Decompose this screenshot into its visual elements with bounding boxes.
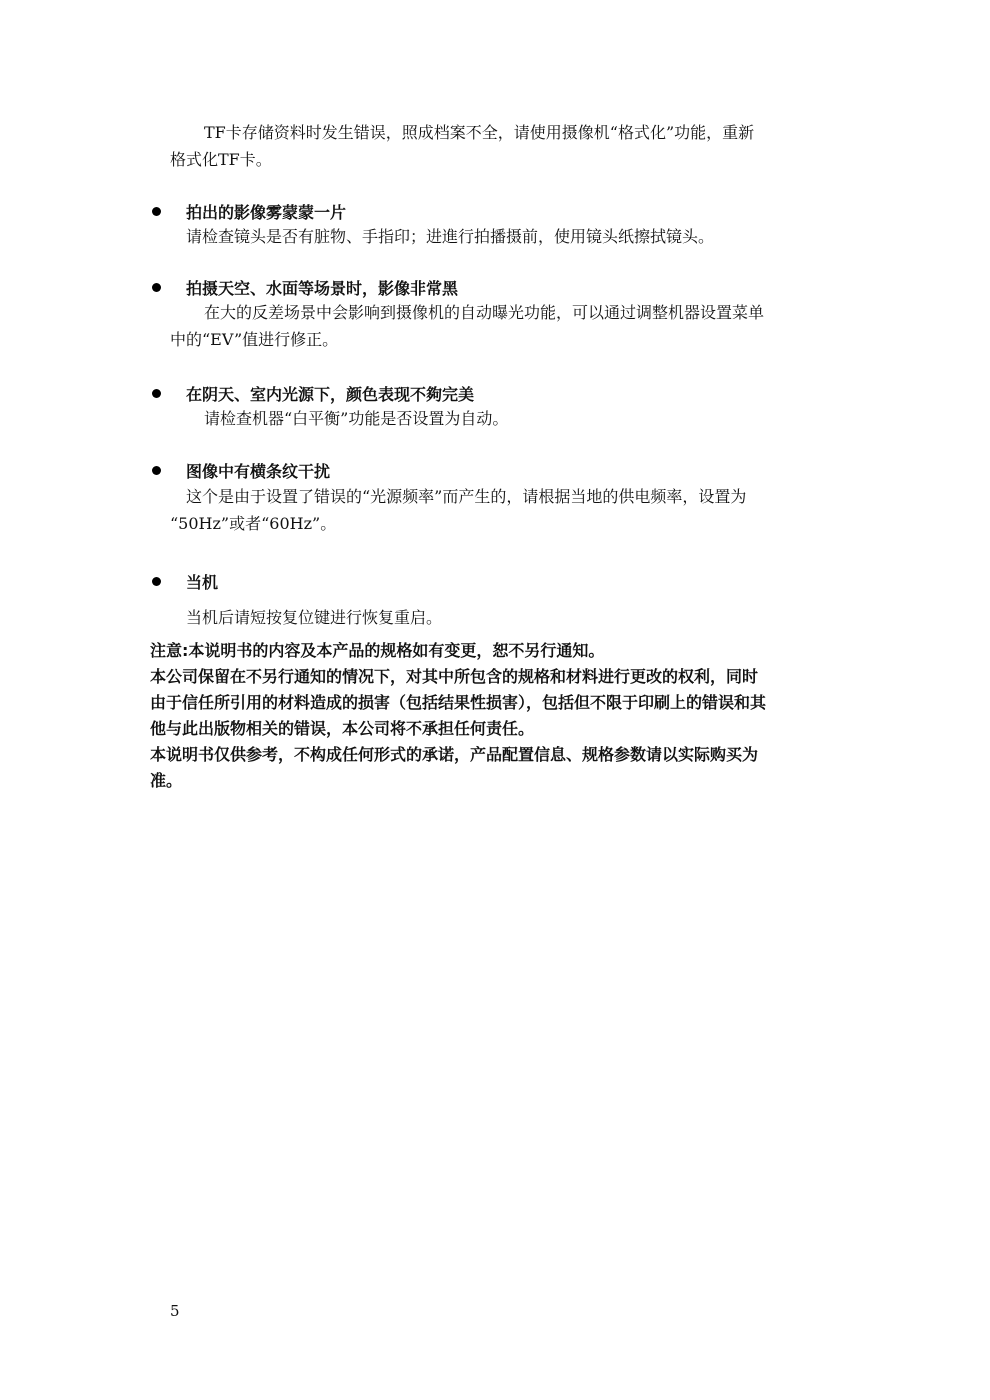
bullet-icon [152,207,161,216]
item-title-hazy: 拍出的影像雾蒙蒙一片 [186,203,347,222]
bullet-icon [152,389,161,398]
notice-line-5: 本说明书仅供参考，不构成任何形式的承诺，产品配置信息、规格参数请以实际购买为 [150,745,759,764]
notice-line-1: 注意:本说明书的内容及本产品的规格如有变更，恕不另行通知。 [150,641,605,660]
item-desc-dark-1: 在大的反差场景中会影响到摄像机的自动曝光功能，可以通过调整机器设置菜单 [204,303,765,322]
item-title-color: 在阴天、室内光源下，颜色表现不夠完美 [186,385,475,404]
page-number: 5 [170,1302,180,1320]
notice-line-2: 本公司保留在不另行通知的情况下，对其中所包含的规格和材料进行更改的权利，同时 [150,667,759,686]
item-title-dark: 拍摄天空、水面等场景时，影像非常黑 [186,279,459,298]
item-desc-stripes-1: 这个是由于设置了错误的“光源频率”而产生的，请根据当地的供电频率，设置为 [186,487,747,506]
intro-line-2: 格式化TF卡。 [170,150,272,169]
bullet-icon [152,577,161,586]
item-desc-dark-2: 中的“EV”值进行修正。 [170,330,339,349]
item-desc-stripes-2: “50Hz”或者“60Hz”。 [170,514,337,533]
notice-line-3: 由于信任所引用的材料造成的损害（包括结果性损害），包括但不限于印刷上的错误和其 [150,693,767,712]
item-title-crash: 当机 [186,573,219,592]
item-desc-crash: 当机后请短按复位键进行恢复重启。 [186,608,443,627]
bullet-icon [152,466,161,475]
intro-line-1: TF卡存储资料时发生错误，照成档案不全，请使用摄像机“格式化”功能，重新 [204,123,755,142]
item-title-stripes: 图像中有横条纹干扰 [186,462,331,481]
item-desc-color: 请检查机器“白平衡”功能是否设置为自动。 [204,409,509,428]
bullet-icon [152,283,161,292]
notice-line-6: 准。 [150,771,183,790]
notice-line-4: 他与此出版物相关的错误，本公司将不承担任何责任。 [150,719,535,738]
item-desc-hazy: 请检查镜头是否有脏物、手指印；进進行拍播摄前，使用镜头纸擦拭镜头。 [186,227,715,246]
